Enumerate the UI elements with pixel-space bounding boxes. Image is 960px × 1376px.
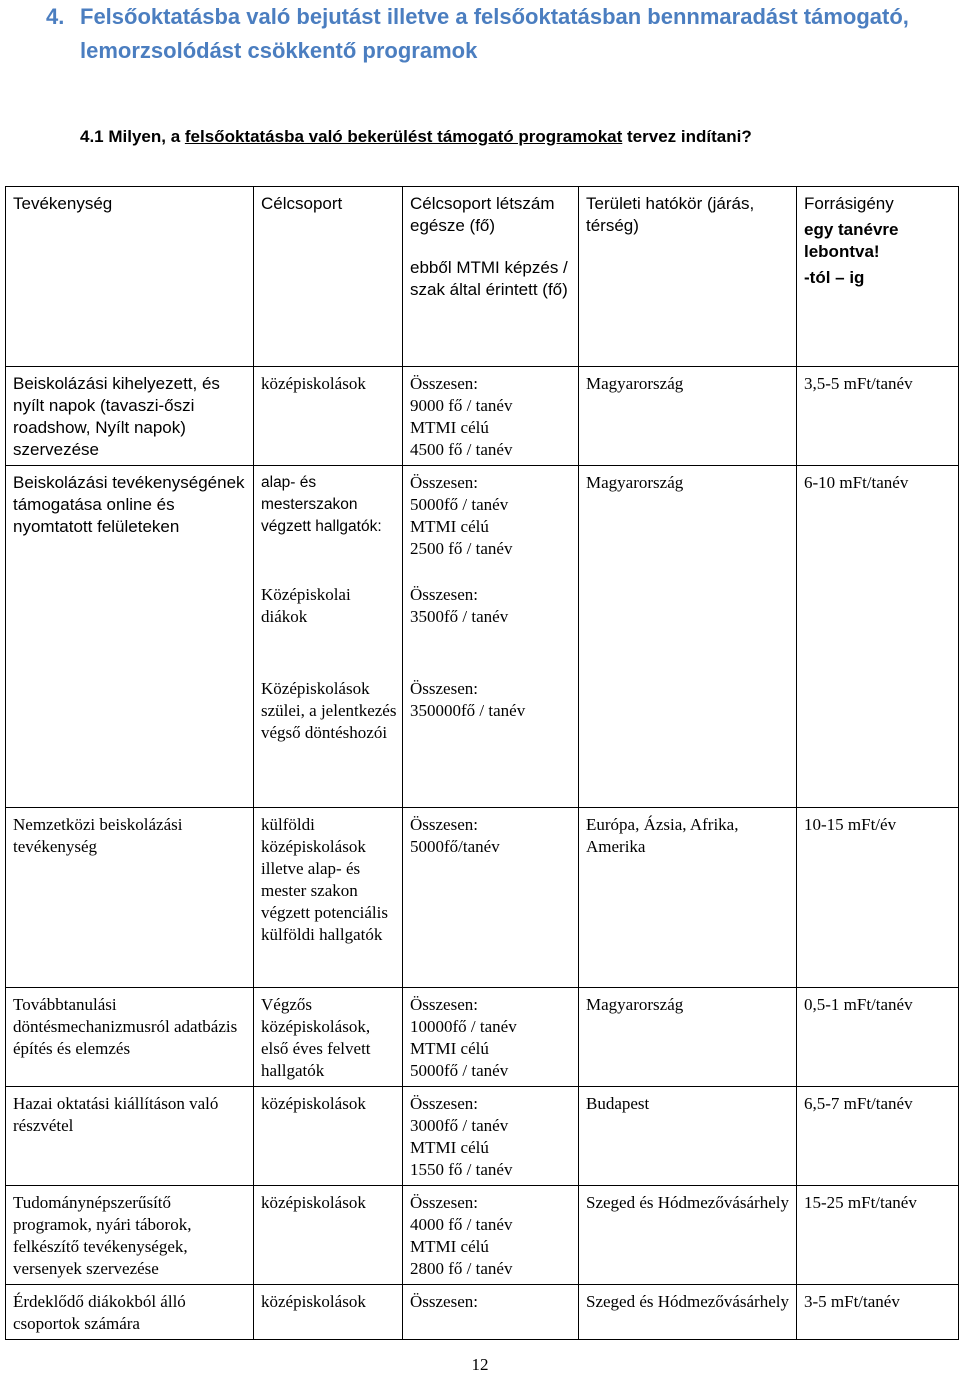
cell-resource: 6,5-7 mFt/tanév <box>797 1087 959 1186</box>
cell-count <box>403 1087 579 1186</box>
question-suffix: tervez indítani? <box>622 127 752 146</box>
target-text: alap- és mesterszakon végzett hallgatók: <box>261 474 382 535</box>
count-line: Összesen: <box>410 815 478 834</box>
table-row <box>6 1285 959 1340</box>
header-target: Célcsoport <box>254 187 403 367</box>
count-group <box>410 472 574 584</box>
cell-count <box>403 1285 579 1340</box>
table-row <box>6 988 959 1087</box>
cell-target: középiskolások <box>254 1087 403 1186</box>
section-title: Felsőoktatásba való bejutást illetve a felsőoktatásban bennmaradást támogató, lemorzsolódást csökkentő programok <box>80 4 909 63</box>
count-line: MTMI célú <box>410 1138 489 1157</box>
target-group <box>261 472 398 584</box>
section-heading <box>46 0 946 68</box>
table-row <box>6 367 959 466</box>
cell-count <box>403 988 579 1087</box>
cell-resource: 10-15 mFt/év <box>797 808 959 988</box>
count-line: Összesen: <box>410 473 478 492</box>
count-line: 1550 fő / tanév <box>410 1160 513 1179</box>
count-line: 10000fő / tanév <box>410 1017 517 1036</box>
count-line: 4000 fő / tanév <box>410 1215 513 1234</box>
cell-activity: Beiskolázási tevékenységének támogatása online és nyomtatott felületeken <box>6 466 254 808</box>
header-resource-sub: egy tanévre lebontva! <box>804 220 899 261</box>
count-line: 5000fő / tanév <box>410 495 509 514</box>
table-header-row <box>6 187 959 367</box>
cell-scope: Magyarország <box>579 367 797 466</box>
cell-scope: Magyarország <box>579 466 797 808</box>
cell-target: külföldi középiskolások illetve alap- és mester szakon végzett potenciális külföldi hallgatók <box>254 808 403 988</box>
cell-target: középiskolások <box>254 1186 403 1285</box>
target-group <box>261 584 398 678</box>
header-resource-range: -tól – ig <box>804 268 865 287</box>
header-scope: Területi hatókör (járás, térség) <box>579 187 797 367</box>
target-text: Középiskolai diákok <box>261 585 351 626</box>
count-line: 2500 fő / tanév <box>410 539 513 558</box>
target-text: Középiskolások szülei, a jelentkezés végső döntéshozói <box>261 679 397 742</box>
cell-activity: Tudománynépszerűsítő programok, nyári táborok, felkészítő tevékenységek, versenyek szervezése <box>6 1186 254 1285</box>
cell-activity: Beiskolázási kihelyezett, és nyílt napok (tavaszi-őszi roadshow, Nyílt napok) szervezése <box>6 367 254 466</box>
count-line: 5000fő/tanév <box>410 837 500 856</box>
page-number: 12 <box>471 1355 489 1374</box>
cell-count <box>403 1186 579 1285</box>
count-line: Összesen: <box>410 585 478 604</box>
cell-activity: Nemzetközi beiskolázási tevékenység <box>6 808 254 988</box>
section-number: 4. <box>46 4 65 29</box>
count-line: MTMI célú <box>410 418 489 437</box>
table-row <box>6 466 959 808</box>
count-line: MTMI célú <box>410 1039 489 1058</box>
count-group <box>410 678 574 722</box>
table-row <box>6 1087 959 1186</box>
cell-scope: Európa, Ázsia, Afrika, Amerika <box>579 808 797 988</box>
target-group <box>261 678 398 744</box>
count-line: 2800 fő / tanév <box>410 1259 513 1278</box>
question-prefix: 4.1 Milyen, a <box>80 127 185 146</box>
count-line: 9000 fő / tanév <box>410 396 513 415</box>
cell-scope: Szeged és Hódmezővásárhely <box>579 1186 797 1285</box>
table-row <box>6 808 959 988</box>
header-resource <box>797 187 959 367</box>
count-line: 350000fő / tanév <box>410 701 526 720</box>
header-count-mtmi: ebből MTMI képzés / szak által érintett (fő) <box>410 258 568 299</box>
cell-count <box>403 466 579 808</box>
count-line: 5000fő / tanév <box>410 1061 509 1080</box>
header-resource-title: Forrásigény <box>804 194 894 213</box>
count-line: MTMI célú <box>410 517 489 536</box>
cell-resource: 6-10 mFt/tanév <box>797 466 959 808</box>
count-line: Összesen: <box>410 679 478 698</box>
cell-resource: 15-25 mFt/tanév <box>797 1186 959 1285</box>
cell-scope: Szeged és Hódmezővásárhely <box>579 1285 797 1340</box>
question-underlined: felsőoktatásba való bekerülést támogató programokat <box>184 127 623 146</box>
count-line: Összesen: <box>410 374 478 393</box>
cell-scope: Budapest <box>579 1087 797 1186</box>
header-count <box>403 187 579 367</box>
count-line: Összesen: <box>410 1193 478 1212</box>
count-line: 3500fő / tanév <box>410 607 509 626</box>
cell-target: középiskolások <box>254 1285 403 1340</box>
cell-target <box>254 466 403 808</box>
count-line: 4500 fő / tanév <box>410 440 513 459</box>
count-line: MTMI célú <box>410 1237 489 1256</box>
header-count-total: Célcsoport létszám egésze (fő) <box>410 194 555 235</box>
programs-table <box>5 186 959 1340</box>
subsection-question <box>80 126 752 148</box>
cell-activity: Hazai oktatási kiállításon való részvétel <box>6 1087 254 1186</box>
cell-activity: Továbbtanulási döntésmechanizmusról adatbázis építés és elemzés <box>6 988 254 1087</box>
cell-count <box>403 808 579 988</box>
count-line: Összesen: <box>410 1094 478 1113</box>
cell-resource: 0,5-1 mFt/tanév <box>797 988 959 1087</box>
cell-target: középiskolások <box>254 367 403 466</box>
count-line: Összesen: <box>410 995 478 1014</box>
table-row <box>6 1186 959 1285</box>
cell-count <box>403 367 579 466</box>
header-activity: Tevékenység <box>6 187 254 367</box>
cell-activity: Érdeklődő diákokból álló csoportok számára <box>6 1285 254 1340</box>
cell-target: Végzős középiskolások, első éves felvett hallgatók <box>254 988 403 1087</box>
count-line: Összesen: <box>410 1292 478 1311</box>
count-line: 3000fő / tanév <box>410 1116 509 1135</box>
cell-resource: 3-5 mFt/tanév <box>797 1285 959 1340</box>
cell-resource: 3,5-5 mFt/tanév <box>797 367 959 466</box>
cell-scope: Magyarország <box>579 988 797 1087</box>
count-group <box>410 584 574 678</box>
